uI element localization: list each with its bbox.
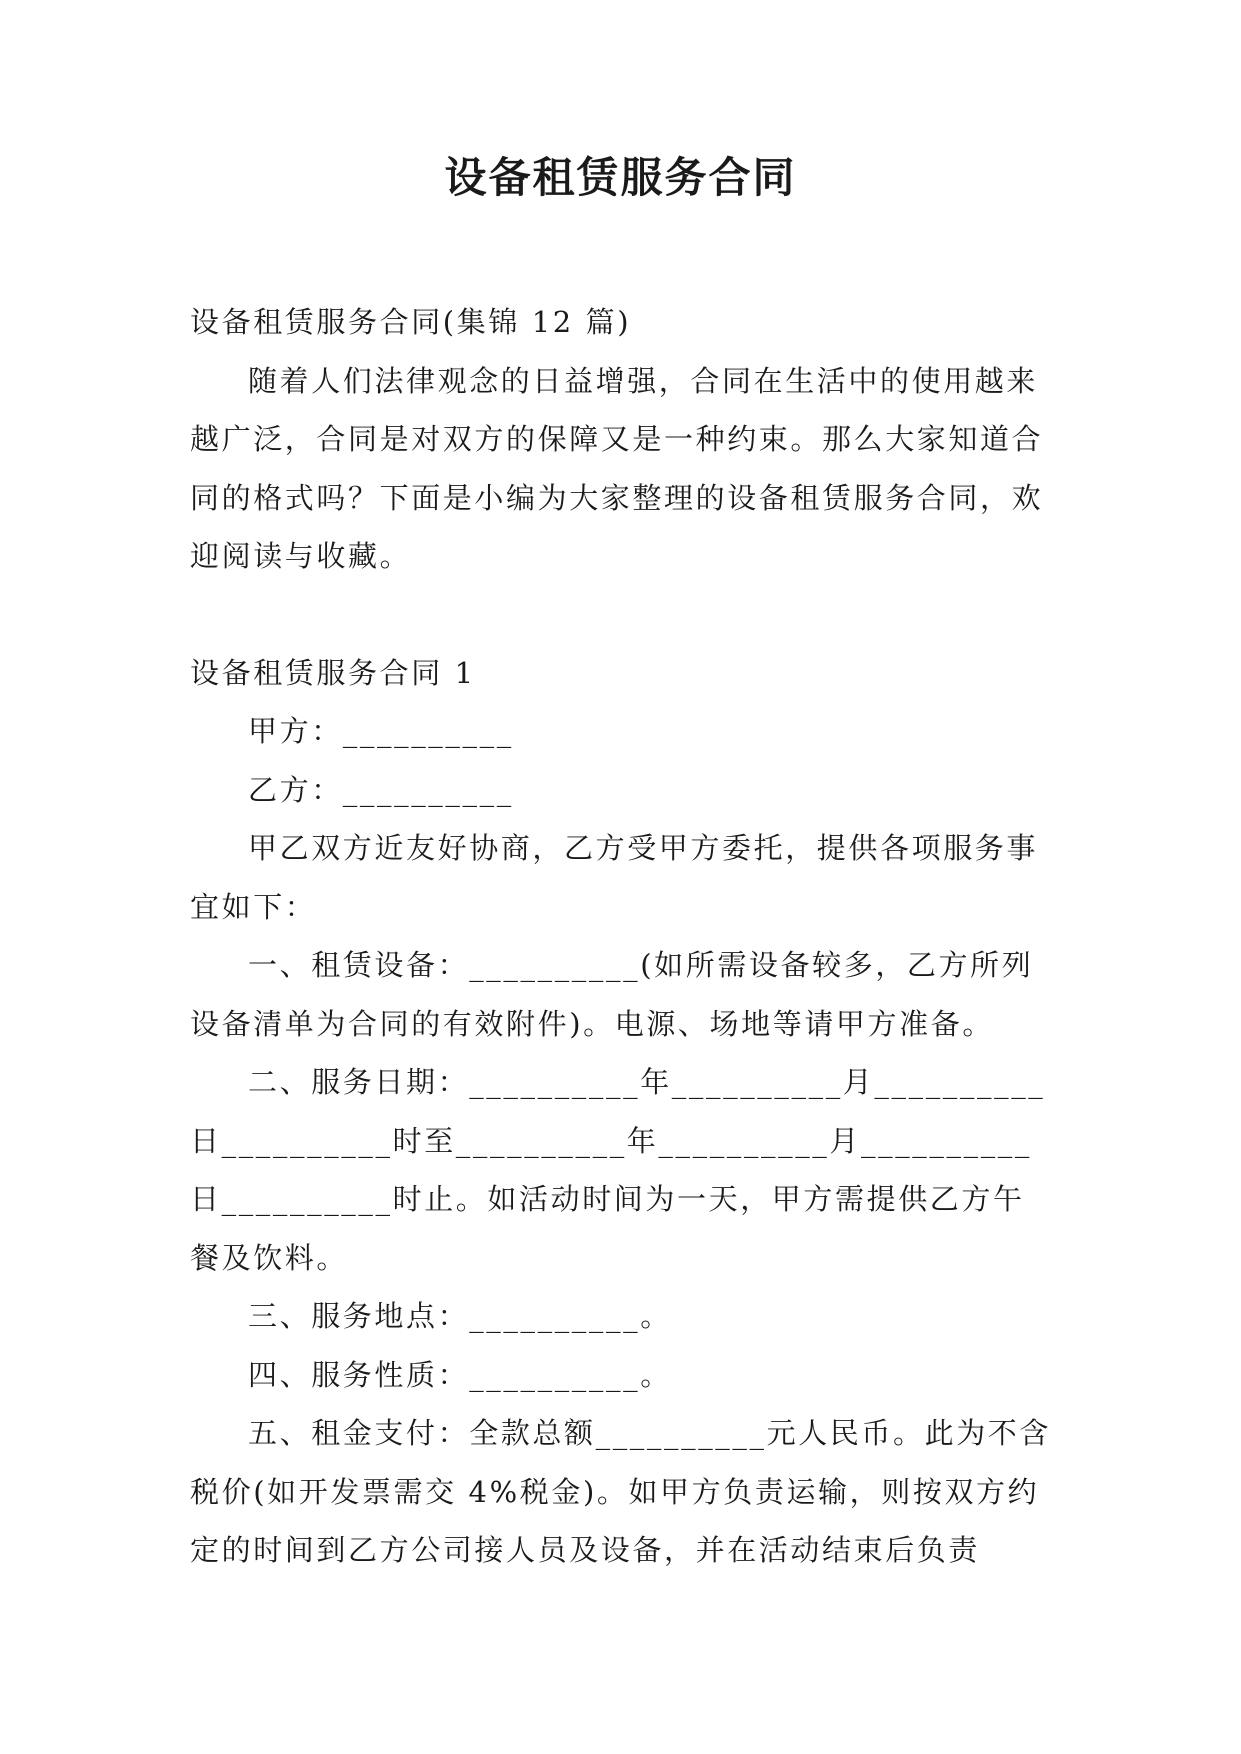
collection-subtitle: 设备租赁服务合同(集锦 12 篇) [190, 305, 632, 339]
section-spacer [190, 586, 1052, 644]
clause-rent-payment: 五、租金支付：全款总额__________元人民币。此为不含税价(如开发票需交 4%税金)。如甲方负责运输，则按双方约定的时间到乙方公司接人员及设备，并在活动结束后负责 [190, 1416, 1052, 1567]
document-title: 设备租赁服务合同 [444, 153, 797, 202]
contract-heading: 设备租赁服务合同 1 [190, 655, 476, 690]
party-a-line: 甲方：__________ [248, 714, 514, 748]
party-b-line: 乙方：__________ [248, 772, 514, 807]
preamble-paragraph: 甲乙双方近友好协商，乙方受甲方委托，提供各项服务事宜如下： [190, 831, 1039, 924]
intro-paragraph: 随着人们法律观念的日益增强，合同在生活中的使用越来越广泛，合同是对双方的保障又是一种约束。那么大家知道合同的格式吗？下面是小编为大家整理的设备租赁服务合同，欢迎阅读与收藏。 [190, 363, 1044, 573]
clause-equipment: 一、租赁设备：__________(如所需设备较多，乙方所列设备清单为合同的有效附件)。电源、场地等请甲方准备。 [190, 948, 1034, 1041]
clause-service-location: 三、服务地点：__________。 [248, 1299, 672, 1333]
clause-service-date: 二、服务日期：__________年__________月__________日__________时至__________年__________月__________日__________时止。如活动时间为一天，甲方需提供乙方午餐及饮料。 [190, 1065, 1046, 1275]
clause-service-nature: 四、服务性质：__________。 [248, 1357, 672, 1392]
document-body [190, 293, 1052, 1580]
